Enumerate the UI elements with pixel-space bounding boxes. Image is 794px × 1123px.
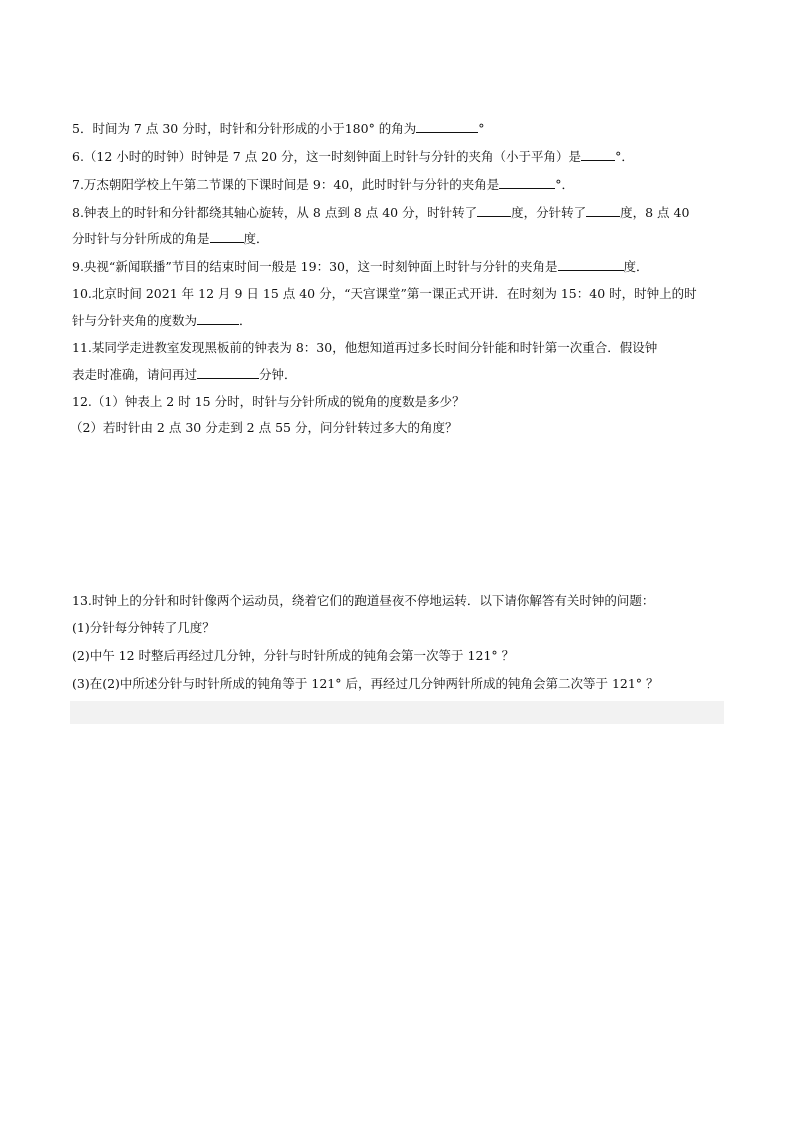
question-5: [72, 120, 732, 137]
answer-blank[interactable]: [197, 366, 259, 379]
question-5-unit: °: [478, 121, 485, 136]
answer-blank[interactable]: [197, 312, 239, 325]
question-8-line-2: [72, 230, 732, 247]
question-11-text: 分钟．: [259, 367, 297, 382]
question-8-text: 分时针与分针所成的角是: [72, 231, 210, 246]
question-11-line-2: [72, 366, 732, 383]
question-10-text: 针与分针夹角的度数为: [72, 313, 198, 328]
question-7: [72, 176, 732, 193]
question-8-text: 度．: [243, 231, 269, 246]
question-8-text: 度，8 点 40: [620, 205, 690, 220]
question-11-text: 11.某同学走进教室发现黑板前的钟表为 8：30，他想知道再过多长时间分针能和时针第一次重合．假设钟: [72, 340, 658, 355]
answer-blank[interactable]: [558, 258, 624, 271]
question-10-text: 10.北京时间 2021 年 12 月 9 日 15 点 40 分，“天宫课堂”第一课正式开讲．在时刻为 15：40 时，时钟上的时: [72, 286, 697, 301]
answer-blank[interactable]: [477, 204, 511, 217]
question-6-unit: °．: [615, 149, 634, 164]
question-13-part-2: [72, 648, 732, 664]
answer-blank[interactable]: [581, 148, 615, 161]
question-9: [72, 258, 732, 275]
question-6-text: 6.（12 小时的时钟）时钟是 7 点 20 分，这一时刻钟面上时针与分针的夹角（小于平角）是: [72, 149, 582, 164]
question-6: [72, 148, 732, 165]
question-5-text: 5．时间为 7 点 30 分时，时针和分针形成的小于180° 的角为: [72, 121, 417, 136]
question-13-stem: [72, 593, 732, 609]
answer-blank[interactable]: [586, 204, 620, 217]
question-13-text: (2)中午 12 时整后再经过几分钟，分针与时针所成的钝角会第一次等于 121° ？: [72, 648, 515, 663]
question-8-line-1: [72, 204, 732, 221]
question-12-part-1: [72, 394, 732, 410]
question-13-text: (3)在(2)中所述分针与时针所成的钝角等于 121° 后，再经过几分钟两针所成的钝角会第二次等于 121° ？: [72, 676, 659, 691]
question-13-text: 13.时钟上的分针和时针像两个运动员，绕着它们的跑道昼夜不停地运转．以下请你解答有关时钟的问题：: [72, 593, 655, 608]
question-8-text: 度，分针转了: [511, 205, 587, 220]
question-11-line-1: [72, 340, 732, 356]
question-9-unit: 度．: [623, 259, 649, 274]
question-13-part-3: [72, 676, 732, 692]
question-10-text: ．: [239, 313, 252, 328]
question-7-text: 7.万杰朝阳学校上午第二节课的下课时间是 9：40，此时时针与分针的夹角是: [72, 177, 500, 192]
question-13-part-1: [72, 620, 732, 636]
question-12-text: （2）若时针由 2 点 30 分走到 2 点 55 分，问分针转过多大的角度？: [70, 420, 458, 435]
question-11-text: 表走时准确，请问再过: [72, 367, 198, 382]
question-10-line-2: [72, 312, 732, 329]
question-8-text: 8.钟表上的时针和分针都绕其轴心旋转，从 8 点到 8 点 40 分，时针转了: [72, 205, 478, 220]
question-12-part-2: [70, 420, 730, 436]
question-12-text: 12.（1）钟表上 2 时 15 分时，时针与分针所成的锐角的度数是多少？: [72, 394, 465, 409]
question-7-unit: °．: [555, 177, 575, 192]
answer-blank[interactable]: [210, 230, 244, 243]
question-10-line-1: [72, 286, 732, 302]
question-9-text: 9.央视“新闻联播”节目的结束时间一般是 19：30，这一时刻钟面上时针与分针的夹角是: [72, 259, 558, 274]
question-13-text: (1)分针每分钟转了几度？: [72, 620, 215, 635]
answer-blank[interactable]: [416, 120, 478, 133]
answer-blank[interactable]: [499, 176, 555, 189]
answer-area[interactable]: [70, 701, 724, 724]
